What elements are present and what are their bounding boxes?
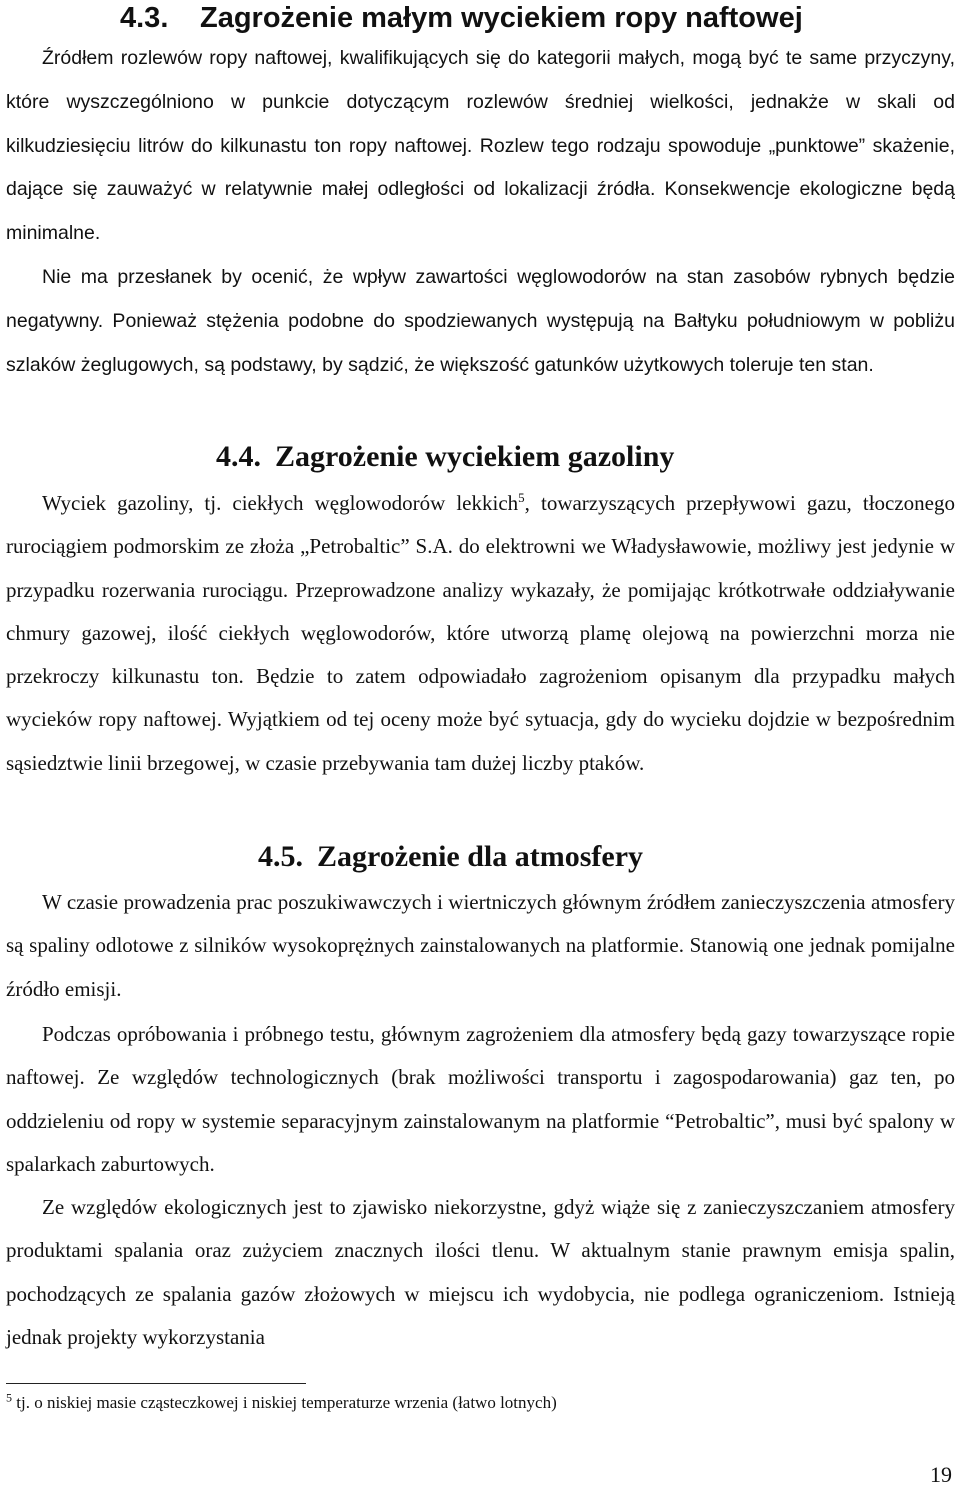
footnote bbox=[6, 1392, 557, 1414]
paragraph-text: Wyciek gazoliny, tj. ciekłych węglowodorów lekkich bbox=[42, 491, 519, 515]
section-heading-4-5 bbox=[258, 837, 643, 877]
section-title: Zagrożenie małym wyciekiem ropy naftowej bbox=[200, 2, 803, 34]
paragraph bbox=[6, 482, 955, 785]
page-number: 19 bbox=[930, 1462, 952, 1487]
paragraph: Źródłem rozlewów ropy naftowej, kwalifikujących się do kategorii małych, mogą być te same przyczyny, które wyszczególniono w punkcie dotyczącym rozlewów średniej wielkości, jednakże w skali od kilkudziesięciu litrów do kilkunastu ton ropy naftowej. Rozlew tego rodzaju spowoduje „punktowe” skażenie, dające się zauważyć w relatywnie małej odległości od lokalizacji źródła. Konsekwencje ekologiczne będą minimalne. bbox=[6, 47, 955, 245]
section-number: 4.4. bbox=[216, 440, 261, 473]
section-title: Zagrożenie wyciekiem gazoliny bbox=[275, 440, 675, 473]
section-heading-4-4 bbox=[216, 437, 674, 477]
footnote-reference: 5 bbox=[518, 490, 525, 505]
paragraph: Nie ma przesłanek by ocenić, że wpływ zawartości węglowodorów na stan zasobów rybnych będzie negatywny. Ponieważ stężenia podobne do spodziewanych występują na Bałtyku południowym w pobliżu szlaków żeglugowych, są podstawy, by sądzić, że większość gatunków użytkowych toleruje ten stan. bbox=[6, 266, 955, 376]
footnote-mark: 5 bbox=[6, 1390, 12, 1405]
paragraph-text: , towarzyszących przepływowi gazu, tłoczonego rurociągiem podmorskim ze złoża „Petrobaltic” S.A. do elektrowni we Władysławowie, możliwy jest jedynie w przypadku rozerwania rurociągu. Przeprowadzone analizy wykazały, że pomijając krótkotrwałe oddziaływanie chmury gazowej, ilość ciekłych węglowodorów, które utworzą plamę olejową na powierzchni morza nie przekroczy kilkunastu ton. Będzie to zatem odpowiadało zagrożeniom opisanym dla przypadku małych wycieków ropy naftowej. Wyjątkiem od tej oceny może być sytuacja, gdy do wycieku dojdzie w bezpośrednim sąsiedztwie linii brzegowej, w czasie przebywania tam dużej liczby ptaków. bbox=[6, 491, 955, 775]
paragraph: Ze względów ekologicznych jest to zjawisko niekorzystne, gdyż wiąże się z zanieczyszczaniem atmosfery produktami spalania oraz zużyciem znacznych ilości tlenu. W aktualnym stanie prawnym emisja spalin, pochodzących ze spalania gazów złożowych w miejscu ich wydobycia, nie podlega ograniczeniom. Istnieją jednak projekty wykorzystania bbox=[6, 1195, 955, 1349]
section-title: Zagrożenie dla atmosfery bbox=[317, 840, 644, 873]
section-heading-4-3 bbox=[120, 0, 803, 36]
paragraph: W czasie prowadzenia prac poszukiwawczych i wiertniczych głównym źródłem zanieczyszczenia atmosfery są spaliny odlotowe z silników wysokoprężnych zainstalowanych na platformie. Stanowią one jednak pomijalne źródło emisji. bbox=[6, 890, 955, 1001]
footnote-text: tj. o niskiej masie cząsteczkowej i niskiej temperaturze wrzenia (łatwo lotnych) bbox=[12, 1393, 557, 1412]
footnote-separator bbox=[6, 1383, 306, 1384]
section-number: 4.3. bbox=[120, 2, 169, 34]
section-number: 4.5. bbox=[258, 840, 303, 873]
paragraph: Podczas opróbowania i próbnego testu, głównym zagrożeniem dla atmosfery będą gazy towarzyszące ropie naftowej. Ze względów technologicznych (brak możliwości transportu i zagospodarowania) gaz ten, po oddzieleniu od ropy w systemie separacyjnym zainstalowanym na platformie “Petrobaltic”, musi być spalony w spalarkach zaburtowych. bbox=[6, 1022, 955, 1176]
